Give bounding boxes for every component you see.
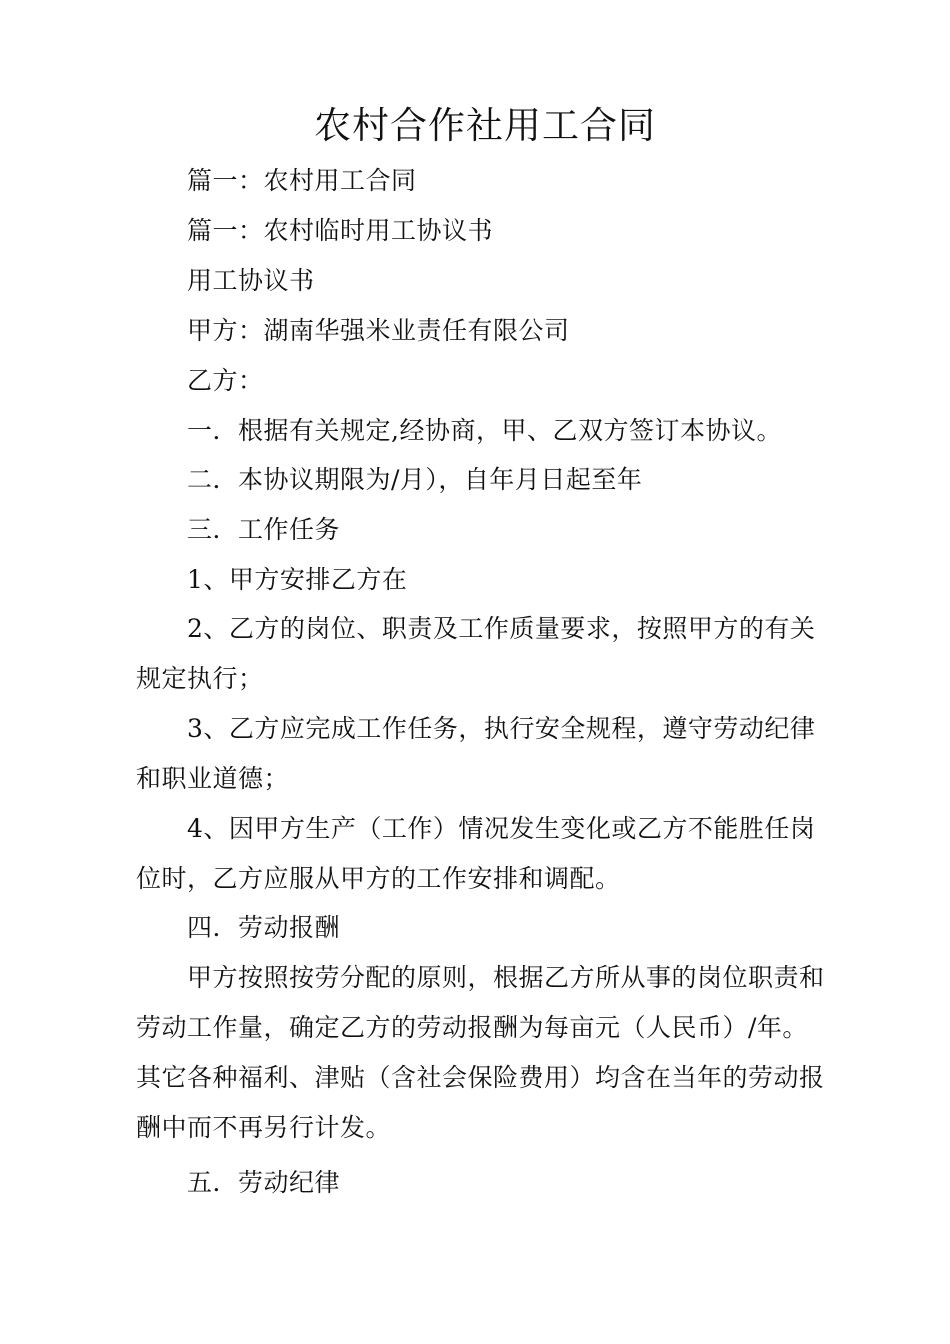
clause-3-item-1: 1、甲方安排乙方在 bbox=[187, 565, 408, 594]
clause-3-item-4: 4、因甲方生产（工作）情况发生变化或乙方不能胜任岗 bbox=[187, 814, 816, 843]
heading-section-1: 篇一：农村用工合同 bbox=[187, 166, 417, 195]
clause-2: 二．本协议期限为/月），自年月日起至年 bbox=[187, 465, 643, 494]
document-title: 农村合作社用工合同 bbox=[314, 104, 656, 147]
clause-4-heading: 四．劳动报酬 bbox=[187, 913, 341, 942]
clause-5-heading: 五．劳动纪律 bbox=[187, 1168, 341, 1197]
clause-4-para-line-3: 其它各种福利、津贴（含社会保险费用）均含在当年的劳动报 bbox=[136, 1063, 825, 1092]
clause-3-item-2-cont: 规定执行； bbox=[136, 664, 264, 693]
agreement-heading: 用工协议书 bbox=[187, 266, 315, 295]
clause-4-para-line-2: 劳动工作量，确定乙方的劳动报酬为每亩元（人民币）/年。 bbox=[136, 1013, 808, 1042]
clause-3-item-4-cont: 位时，乙方应服从甲方的工作安排和调配。 bbox=[136, 864, 621, 893]
party-a-line: 甲方：湖南华强米业责任有限公司 bbox=[187, 316, 570, 345]
clause-4-para-line-4: 酬中而不再另行计发。 bbox=[136, 1113, 392, 1142]
clause-3-item-2: 2、乙方的岗位、职责及工作质量要求，按照甲方的有关 bbox=[187, 614, 816, 643]
clause-3-item-3-cont: 和职业道德； bbox=[136, 764, 290, 793]
clause-3-item-3: 3、乙方应完成工作任务，执行安全规程，遵守劳动纪律 bbox=[187, 714, 816, 743]
party-b-line: 乙方： bbox=[187, 366, 264, 395]
clause-4-para-line-1: 甲方按照按劳分配的原则，根据乙方所从事的岗位职责和 bbox=[187, 963, 825, 992]
clause-1: 一．根据有关规定,经协商，甲、乙双方签订本协议。 bbox=[187, 416, 782, 445]
heading-section-1-sub: 篇一：农村临时用工协议书 bbox=[187, 216, 494, 245]
clause-3-heading: 三．工作任务 bbox=[187, 515, 341, 544]
